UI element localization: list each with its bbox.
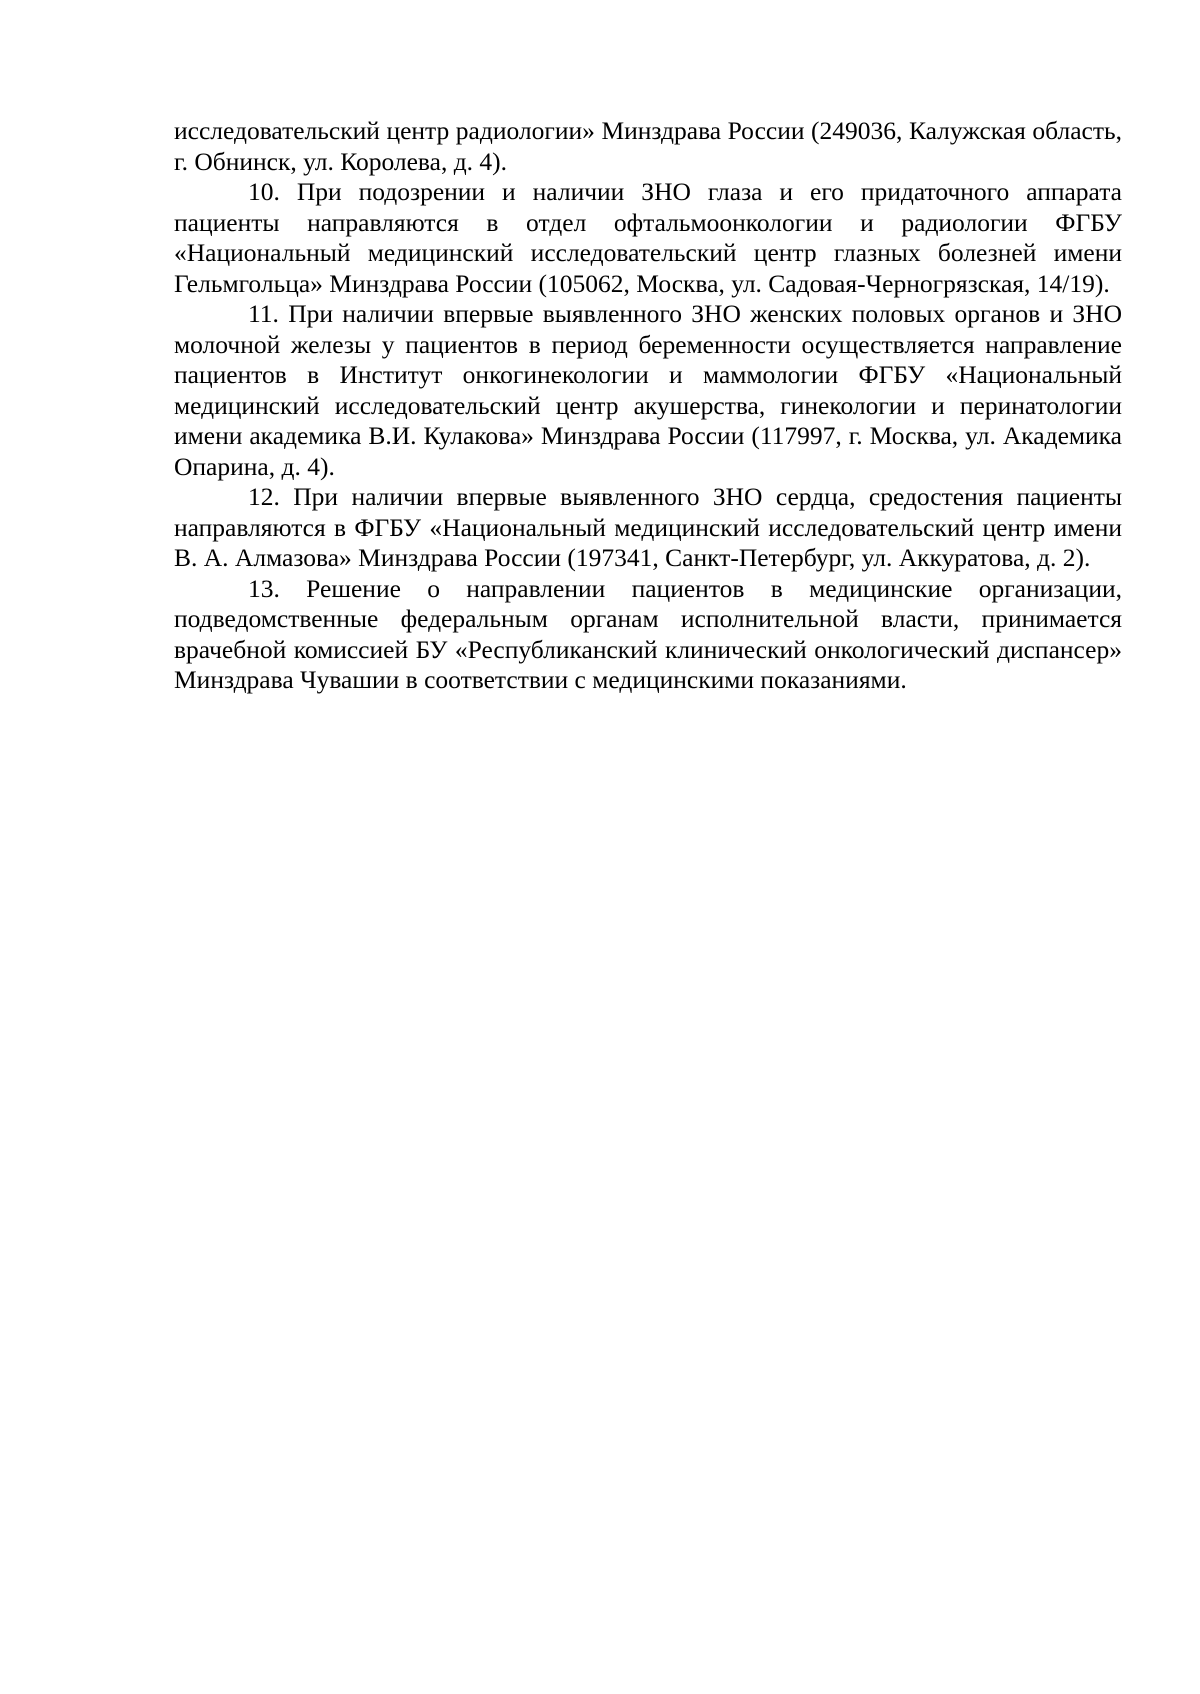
paragraph-continuation: исследовательский центр радиологии» Минздрава России (249036, Калужская область, г. Обнинск, ул. Королева, д. 4). — [174, 116, 1122, 176]
document-body — [174, 116, 1122, 696]
paragraph-item-10: 10. При подозрении и наличии ЗНО глаза и его придаточного аппарата пациенты направляются в отдел офтальмоонкологии и радиологии ФГБУ «Национальный медицинский исследовательский центр глазных болезней имени Гельмгольца» Минздрава России (105062, Москва, ул. Садовая-Черногрязская, 14/19). — [174, 177, 1122, 298]
paragraph-item-12: 12. При наличии впервые выявленного ЗНО сердца, средостения пациенты направляются в ФГБУ «Национальный медицинский исследовательский центр имени В. А. Алмазова» Минздрава России (197341, Санкт-Петербург, ул. Аккуратова, д. 2). — [174, 482, 1122, 572]
paragraph-item-11: 11. При наличии впервые выявленного ЗНО женских половых органов и ЗНО молочной железы у пациентов в период беременности осуществляется направление пациентов в Институт онкогинекологии и маммологии ФГБУ «Национальный медицинский исследовательский центр акушерства, гинекологии и перинатологии имени академика В.И. Кулакова» Минздрава России (117997, г. Москва, ул. Академика Опарина, д. 4). — [174, 299, 1122, 481]
paragraph-item-13: 13. Решение о направлении пациентов в медицинские организации, подведомственные федеральным органам исполнительной власти, принимается врачебной комиссией БУ «Республиканский клинический онкологический диспансер» Минздрава Чувашии в соответствии с медицинскими показаниями. — [174, 573, 1122, 694]
